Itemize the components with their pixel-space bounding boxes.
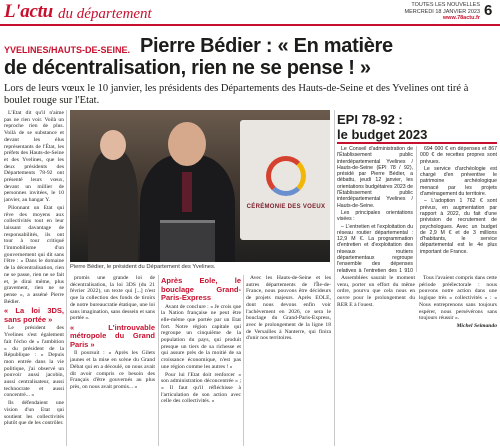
box-paragraph: – L'entretien et l'exploitation du réseau routier départemental : 12,9 M €. La programmation d'entretien et d'exploitation des réseaux routiers départementaux regroupe l'ensemble des dépenses relatives à l'entretien des 1 910 bbox=[337, 223, 413, 272]
paragraph: Avant de conclure : « Je crois que la Nation française ne peut être elle-même que portée par un Etat fort. Notre région capitale qui regroupe un cinquième de la population du pays, qui produit presque un tiers de sa richesse et qui assure près de la moitié de sa croissance économique, n'est pas une région comme les autres ! » bbox=[161, 303, 241, 370]
section-brand-right: du département bbox=[58, 6, 152, 22]
person-left-head bbox=[100, 130, 126, 160]
paragraph: Assemblées saurait le moment venu, porter un effort du même ordre, pourvu que cela nous en ouvre pour le prolongement du RER E à l'ouest. bbox=[337, 275, 415, 308]
article-photo bbox=[70, 110, 330, 262]
subheading: Après Eole, le bouclage Grand-Paris-Express bbox=[161, 276, 241, 302]
headline-line-1: Pierre Bédier : « En matière bbox=[140, 35, 393, 57]
article-column-6 bbox=[419, 275, 497, 446]
paragraph: Ils défendaient une vision d'un Etat qui soutient les collectivités plutôt que de les contrôler. bbox=[4, 400, 64, 427]
paragraph: L'Etat dit qu'il n'aime pas ne rien voir. Voilà un reproche rien de plus. Voilà de se substance et devant les élus représentants de l'État, les préfets des Hauts-de-Seine et des Yvelines, que les deux présidents des Départements 78-92 ont présenté leurs vœux, devant un millier de personnes invitées, le 10 janvier, au hangar Y. bbox=[4, 110, 64, 204]
paragraph: Pilonnant un Etat qui rêve des moyens aux collectivités tout en leur laissant davantage de responsabilités, ils ont tour à tour critiqué l'immobilisme d'un gouvernement qui dit sans l'être : « Dans le domaine de la décentralisation, rien ne se passe, rien ne se fait et, je dirai même, plus gravement, rien ne se pense », a asséné Pierre Bédier. bbox=[4, 204, 64, 305]
subheading: « L'introuvable métropole du Grand Paris » bbox=[70, 322, 155, 349]
publication-name: TOUTES LES NOUVELLES bbox=[411, 2, 480, 8]
headline-line-2: de décentralisation, rien ne se pense ! » bbox=[4, 57, 371, 79]
paragraph: Il poursuit : « Après les Gilets jaunes et la mise en scène du Grand Débat qui en a découlé, on nous avait dit avoir compris ce besoin des Français d'être gouvernés au plus près, on nous avait promis... » bbox=[70, 350, 155, 390]
column-divider bbox=[158, 275, 159, 446]
person-left bbox=[88, 150, 138, 262]
box-paragraph: Le Conseil d'administration de l'Établissement public interdépartemental Yvelines / Hauts-de-Seine (EPI 78 / 92), présidé par Pierre Bédier, a débattu, jeudi 12 janvier, les orientations budgétaires 2023 de l'Établissement public interdépartemental Yvelines / Hauts-de-Seine. bbox=[337, 146, 413, 209]
box-title-line-2: le budget 2023 bbox=[337, 126, 428, 142]
lectern bbox=[160, 220, 215, 262]
website-url[interactable]: www.78actu.fr bbox=[442, 15, 480, 21]
article-column-2 bbox=[70, 275, 155, 446]
article-column-5 bbox=[337, 275, 415, 446]
ceremony-logo-icon bbox=[266, 156, 306, 196]
column-divider bbox=[334, 110, 335, 446]
paragraph: Avec les Hauts-de-Seine et les autres départements de l'Île-de-France, nous pouvons être décideurs de projets majeurs. Après EOLE, dont nous devons enfin voir l'achèvement en 2026, ce sera le bouclage du Grand-Paris-Express, avec le prolongement de la ligne 18 de Versailles à Nanterre, qui finira d'unir nos territoires. bbox=[246, 275, 331, 342]
issue-meta bbox=[388, 2, 480, 22]
box-column-1 bbox=[337, 146, 413, 272]
box-divider bbox=[416, 146, 417, 272]
box-title-line-1: EPI 78-92 : bbox=[337, 112, 403, 127]
photo-caption: Pierre Bédier, le président du Département des Yvelines. bbox=[70, 264, 216, 270]
article-column-4 bbox=[246, 275, 331, 446]
paragraph: Tous l'avaient compris dans cette période préélectorale : nous pouvons notre action dans une logique très « collectivités » : « Nous entreprenons sans toujours espérer, nous persévérons sans toujours réussir ». bbox=[419, 275, 497, 322]
ceremony-logo-text: CÉRÉMONIE DES VOEUX bbox=[246, 204, 326, 210]
box-rule bbox=[337, 142, 497, 144]
box-paragraph: – L'adoption 1 762 € sont prévus, en augmentation par rapport à 2022, du fait d'une prévision de recrutement de psychologues. Avec un budget de 2,9 M € et de 3 millions d'habitants, le service départemental est le 4e plus important de France. bbox=[420, 198, 497, 255]
paragraph: Pour lui l'Etat doit renforcer « son administration déconcentrée » ; « Il faut qu'il réfléchisse à l'articulation de son action avec celle des collectivités. » bbox=[161, 371, 241, 405]
speaker-head bbox=[168, 122, 206, 166]
article-column-1 bbox=[4, 110, 64, 446]
box-paragraph: Les principales orientations visées : bbox=[337, 209, 413, 223]
speaker-tie bbox=[182, 172, 192, 212]
column-divider bbox=[243, 275, 244, 446]
page-number: 6 bbox=[484, 2, 493, 19]
box-paragraph: Le service d'archéologie est chargé d'en préventive le patrimoine archéologique menacé par les projets d'aménagement du territoire. bbox=[420, 165, 497, 198]
subheading: « La loi 3DS, sans portée » bbox=[4, 306, 64, 324]
article-lede: Lors de leurs vœux le 10 janvier, les présidents des Départements des Hauts-de-Seine et des Yvelines ont tiré à boulet rouge sur l'Etat. bbox=[4, 83, 469, 106]
paragraph: Le président des Yvelines s'est également fait l'écho de « l'ambition » du président de la République : « Depuis mon entrée dans la vie politique, j'ai observé un pouvoir aussi jacobin, aussi centralisateur, aussi technocrate et aussi concentré... » bbox=[4, 325, 64, 399]
box-title bbox=[337, 113, 497, 142]
section-brand-left: L'actu bbox=[4, 1, 53, 22]
author-signature: Michel Seimando bbox=[456, 322, 497, 329]
box-column-2 bbox=[420, 146, 497, 272]
box-paragraph: 694 000 € en dépenses et 867 000 € de recettes propres sont prévues. bbox=[420, 146, 497, 165]
issue-date: MERCREDI 18 JANVIER 2023 bbox=[404, 8, 480, 15]
paragraph: promis une grande loi de décentralisation, la loi 3DS (du 21 février 2022), un texte qui [...] n'est que la collection des fonds de tiroirs de notre bureaucratie étatique, une loi sans imagination, sans dessein et sans portée ». bbox=[70, 275, 155, 322]
article-kicker: YVELINES/HAUTS-DE-SEINE. bbox=[4, 45, 131, 55]
column-divider bbox=[66, 110, 67, 446]
article-column-3 bbox=[161, 275, 241, 446]
